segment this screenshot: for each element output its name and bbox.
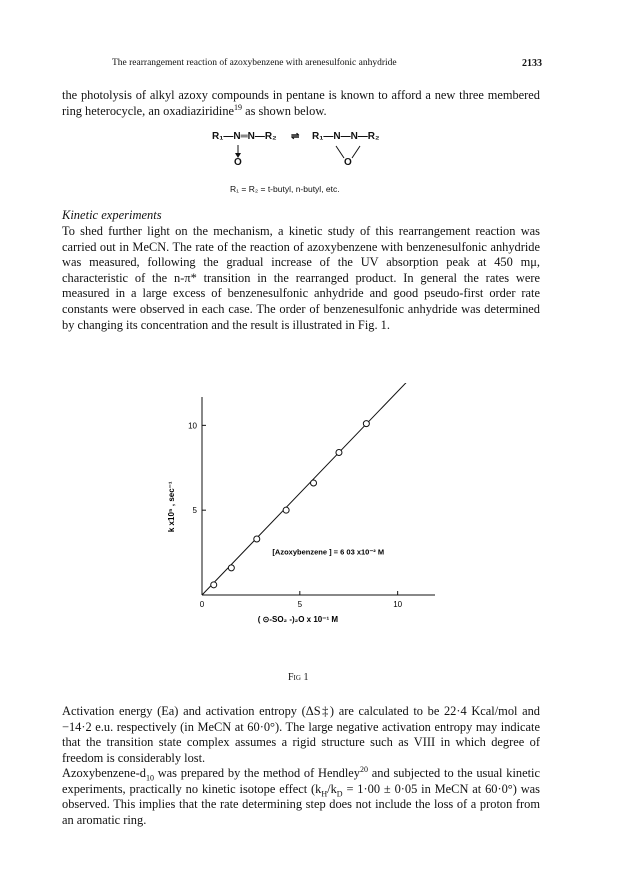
intro-tail: as shown below. (242, 103, 327, 118)
data-point (228, 565, 234, 571)
section-heading: Kinetic experiments (62, 208, 162, 222)
x-tick-label: 10 (393, 600, 403, 609)
y-tick-label: 10 (188, 421, 197, 431)
fit-line (202, 383, 417, 595)
kinetic-paragraph: To shed further light on the mechanism, a kinetic study of this rearrangement reaction was carried out in MeCN. The rate of the reaction of azoxybenzene with benzenesulfonic anhydride was measured, following the gradual increase of the UV absorption peak at 450 mμ, characteristic of the n-π* transition in the rearranged product. In general the rates were measured in a large excess of benzenesulfonic anhydride and good pseudo-first order rate constants were observed in each case. The order of benzenesulfonic anhydride was determined by changing its concentration and the result is illustrated in Fig. 1. (62, 224, 540, 332)
isotope-text-a: Azoxybenzene-d (62, 766, 146, 780)
isotope-text-e: = 1·00 ± 0·05 in MeCN at 60·0°) was observed. This implies that the rate determining step does not include the loss of a proton from an aromatic ring. (62, 781, 541, 827)
isotope-sub-d: D (336, 789, 343, 799)
isotope-sub: 10 (145, 773, 154, 783)
isotope-text-b: was prepared by the method of Hendley (153, 766, 360, 780)
scheme-left: R₁—N═N—R₂ (212, 131, 277, 142)
scheme-left-oxygen: O (234, 157, 242, 168)
isotope-ref: 20 (360, 764, 368, 774)
rate-chart (150, 383, 450, 675)
activation-paragraph: Activation energy (Ea) and activation entropy (ΔS‡) are calculated to be 22·4 Kcal/mol and −14·2 e.u. respectively (in MeCN at 60·0°). The large negative activation entropy may indicate that the transition state complex assumes a rigid structure such as VIII in which degree of freedom is considerably lost. (62, 704, 540, 765)
x-axis-label: ( ⊙-SO₂ -)₂O x 10⁻¹ M (257, 615, 339, 624)
intro-paragraph (62, 88, 540, 119)
data-point (211, 582, 217, 588)
concentration-annotation: [Azoxybenzene ] = 6 03 x10⁻² M (272, 547, 385, 557)
running-title: The rearrangement reaction of azoxybenzene with arenesulfonic anhydride (112, 58, 397, 68)
isotope-text-c: and subjected to the usual kinetic experiments, practically no kinetic isotope effect (k (62, 766, 540, 796)
page-number: 2133 (522, 58, 542, 69)
scheme-right: R₁—N—N—R₂ (312, 131, 380, 142)
intro-text: the photolysis of alkyl azoxy compounds in pentane is known to afford a new three membered ring heterocycle, an oxadiaziridine (62, 88, 540, 118)
y-axis-label: k x10⁵ , sec⁻¹ (167, 481, 176, 533)
scheme-condition: R₁ = R₂ = t-butyl, n-butyl, etc. (230, 184, 340, 194)
running-header (112, 58, 542, 68)
isotope-paragraph (62, 766, 540, 828)
x-tick-label: 0 (199, 600, 205, 609)
data-point (254, 536, 260, 542)
isotope-sub-h: H (321, 789, 328, 799)
data-point (336, 450, 342, 456)
figure-caption: Fig 1 (288, 672, 309, 683)
scheme-right-oxygen: O (344, 157, 352, 168)
data-point (363, 421, 369, 427)
y-tick-label: 5 (192, 506, 197, 516)
scheme-arrow: ⇌ (291, 131, 300, 142)
scheme-bonds (200, 142, 400, 168)
data-point (283, 507, 289, 513)
data-point (311, 480, 317, 486)
x-tick-label: 5 (297, 600, 303, 609)
figure-1 (150, 383, 450, 675)
isotope-text-d: /k (327, 781, 337, 796)
intro-ref: 19 (234, 102, 243, 112)
